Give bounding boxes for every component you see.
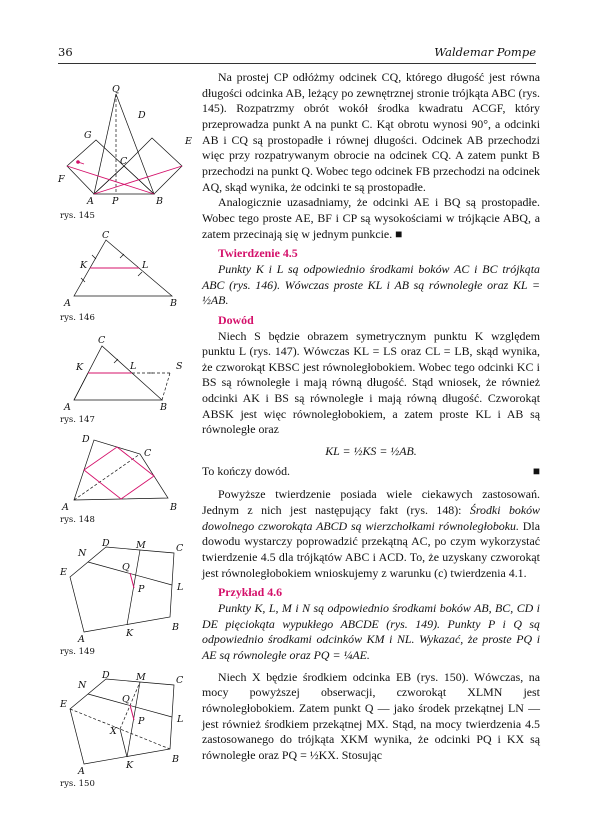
paragraph-text: Powyższe twierdzenie posiada wiele ciekawych zastosowań. Jednym z nich jest następujący fakt (rys. 148):	[202, 487, 540, 518]
segment-bs	[162, 373, 170, 400]
label-l: L	[177, 582, 184, 593]
label-s: S	[176, 361, 183, 372]
label-x: X	[110, 726, 117, 737]
label-d: D	[138, 110, 146, 121]
label-b: B	[172, 622, 179, 633]
tick-mark	[120, 254, 124, 258]
page-number: 36	[58, 45, 73, 59]
label-b: B	[170, 298, 177, 309]
quadrilateral-abcd	[74, 440, 168, 500]
label-g: G	[84, 130, 92, 141]
label-p: P	[138, 716, 145, 727]
label-l: L	[142, 260, 149, 271]
proof-end-text: To kończy dowód.	[202, 463, 291, 478]
figure-caption: rys. 146	[60, 313, 95, 323]
label-p: P	[112, 196, 119, 207]
label-d: D	[102, 538, 110, 549]
text-column	[202, 70, 540, 764]
tick-mark	[138, 272, 142, 276]
proof-body: Niech S będzie obrazem symetrycznym punktu K względem punktu L (rys. 147). Wówczas KL = LS oraz CL = LB, skąd wynika, że czworokąt KBSC jest równoległobokiem. Wobec tego odcinki KC i BS są równoległe i mają równą długość. Stąd wniosek, że również odcinki AK i BS są równoległe i mają równą długość. Czworokąt ABSK jest więc równoległobokiem, a zatem proste KL i AB są równoległe oraz	[202, 328, 540, 437]
paragraph	[202, 195, 540, 242]
theorem-body: Punkty K i L są odpowiednio środkami boków AC i BC trójkąta ABC (rys. 146). Wówczas proste KL i AB są równoległe oraz KL = ½AB.	[202, 261, 540, 308]
label-b: B	[172, 754, 179, 765]
segment-qb	[116, 94, 154, 194]
label-b: B	[170, 502, 177, 513]
label-m: M	[136, 672, 146, 683]
paragraph-emphasis: Środki boków dowolnego czworokąta ABCD są wierzchołkami równoległoboku.	[202, 503, 540, 533]
segment-pq	[130, 573, 134, 588]
segment-pq	[130, 705, 134, 720]
example-body: Punkty K, L, M i N są odpowiednio środkami boków AB, BC, CD i DE pięciokąta wypukłego ABCDE (rys. 149). Punkty P i Q są odpowiednio środkami odcinków KM i NL. Wykazać, że proste PQ i AE są równoległe oraz PQ = ¼AE.	[202, 601, 540, 662]
label-a: A	[62, 502, 69, 513]
equation: KL = ½KS = ½AB.	[325, 444, 417, 459]
figure-150	[56, 667, 198, 792]
label-c: C	[120, 156, 128, 167]
figure-145	[56, 82, 198, 222]
label-d: D	[82, 434, 90, 445]
end-of-proof-mark: ■	[532, 463, 540, 478]
figure-caption: rys. 145	[60, 211, 95, 221]
paragraph: Niech X będzie środkiem odcinka EB (rys. 150). Wówczas, na mocy powyższej obserwacji, czworokąt XLMN jest równoległobokiem. Zatem punkt Q — jako środek przekątnej LN — jest również środkiem przekątnej MX. Stąd, na mocy twierdzenia 4.5 zastosowanego do trójkąta XKM wynika, że odcinki PQ i KX są równoległe oraz PQ = ½KX. Stosując	[202, 669, 540, 762]
figure-caption: rys. 149	[60, 647, 95, 657]
label-e: E	[60, 699, 67, 710]
label-f: F	[58, 174, 65, 185]
label-l: L	[177, 714, 184, 725]
label-k: K	[80, 260, 88, 271]
pentagon-abcde	[70, 547, 174, 632]
label-k: K	[126, 628, 134, 639]
label-b: B	[156, 196, 163, 207]
label-d: D	[102, 670, 110, 681]
pentagon-abcde	[70, 679, 174, 764]
label-e: E	[60, 567, 67, 578]
label-k: K	[76, 362, 84, 373]
segment-qa	[94, 94, 116, 194]
label-k: K	[126, 760, 134, 771]
paragraph-text: Dla dowodu wystarczy poprowadzić przekątną AC, po czym wykorzystać twierdzenie 4.5 dla trójkątów ABC i ACD. To, że uzyskany czworokąt jest równoległobokiem wnioskujemy z warunku (c) twierdzenia 4.1.	[202, 518, 540, 580]
figure-column	[56, 70, 198, 800]
label-a: A	[78, 766, 85, 777]
paragraph-text: Analogicznie uzasadniamy, że odcinki AE i BQ są prostopadłe. Wobec tego proste AE, BF i CP są wysokościami w trójkącie ABQ, a zatem przecinają się w jednym punkcie.	[202, 195, 540, 241]
page-header	[58, 45, 536, 63]
label-e: E	[185, 136, 192, 147]
tick-mark	[92, 255, 96, 259]
figure-caption: rys. 150	[60, 779, 95, 789]
segment-ae	[94, 166, 182, 194]
segment-xk	[120, 729, 127, 757]
label-n: N	[78, 548, 87, 559]
header-rule	[58, 63, 536, 64]
label-c: C	[102, 230, 110, 241]
label-b: B	[160, 402, 167, 413]
figure-149	[56, 535, 198, 660]
label-a: A	[64, 298, 71, 309]
figure-caption: rys. 147	[60, 415, 95, 425]
square-cbed	[124, 138, 182, 194]
figure-146	[56, 228, 198, 328]
theorem-title: Twierdzenie 4.5	[218, 246, 298, 261]
label-a: A	[87, 196, 94, 207]
label-c: C	[98, 335, 106, 346]
figure-caption: rys. 148	[60, 515, 95, 525]
label-q: Q	[122, 694, 130, 705]
proof-end-line	[202, 464, 540, 480]
label-n: N	[78, 680, 87, 691]
proof-title: Dowód	[218, 312, 254, 327]
running-author: Waldemar Pompe	[434, 45, 536, 59]
label-c: C	[176, 543, 184, 554]
paragraph	[202, 487, 540, 581]
label-m: M	[136, 540, 146, 551]
label-q: Q	[122, 562, 130, 573]
tick-mark	[81, 278, 85, 282]
label-l: L	[130, 361, 137, 372]
label-c: C	[176, 675, 184, 686]
tick-mark	[114, 359, 118, 363]
label-p: P	[138, 584, 145, 595]
segment-ak	[74, 373, 88, 400]
label-c: C	[144, 448, 152, 459]
rotation-center-dot	[76, 160, 80, 164]
label-q: Q	[112, 84, 120, 95]
label-a: A	[64, 402, 71, 413]
paragraph: Na prostej CP odłóżmy odcinek CQ, którego długość jest równa długości odcinka AB, leżący po zewnętrznej stronie trójkąta ABC (rys. 145). Rozpatrzmy obrót wokół środka kwadratu ACGF, który przeprowadza punkt A na punkt C. Kąt obrotu wynosi 90°, a odcinki AB i CQ są prostopadłe i równej długości. Odcinek AB przechodzi więc przy rozpatrywanym obrocie na odcinek CQ. A zatem punkt B przechodzi na punkt Q. Wobec tego odcinek FB przechodzi na odcinek AQ, skąd wynika, że odcinki te są prostopadłe.	[202, 70, 540, 194]
label-a: A	[78, 634, 85, 645]
end-of-proof-mark: ■	[395, 226, 403, 241]
example-title: Przykład 4.6	[218, 585, 283, 600]
figure-148	[56, 432, 198, 532]
figure-147	[56, 332, 198, 432]
